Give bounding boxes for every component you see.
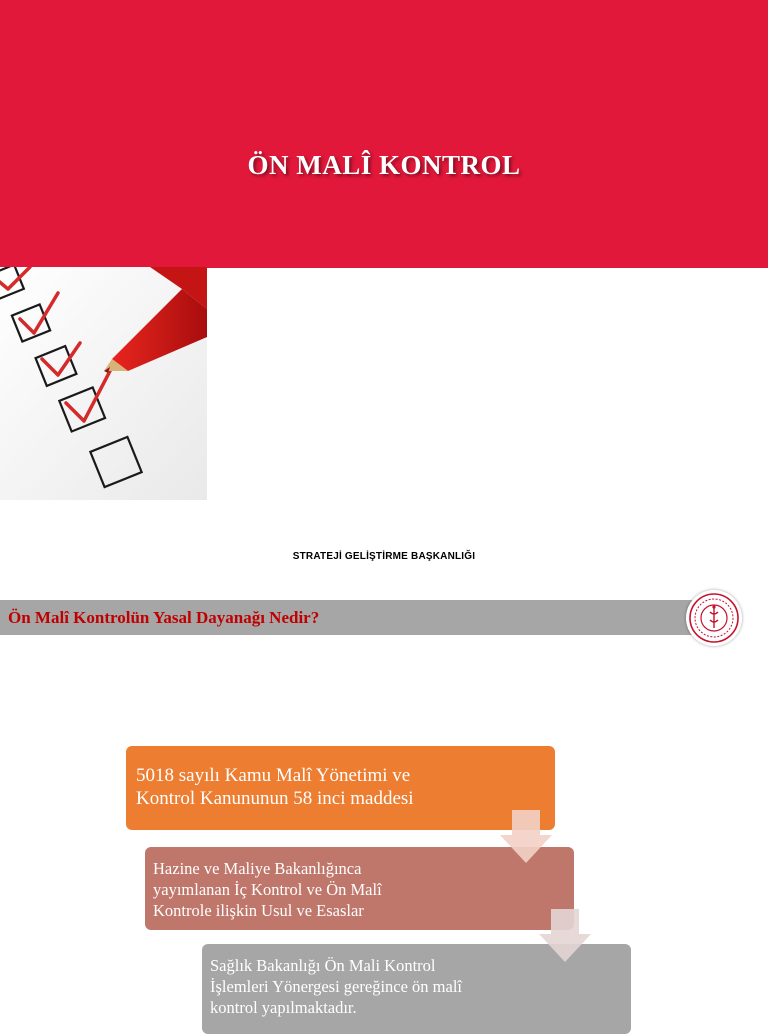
step-2-line-3: Kontrole ilişkin Usul ve Esaslar: [153, 901, 364, 920]
step-2-line-1: Hazine ve Maliye Bakanlığınca: [153, 859, 362, 878]
step-3-line-3: kontrol yapılmaktadır.: [210, 998, 357, 1017]
ministry-seal-icon: [686, 590, 742, 646]
title-banner: [0, 0, 768, 268]
step-1-line-1: 5018 sayılı Kamu Malî Yönetimi ve: [136, 765, 411, 786]
down-arrow-icon: [537, 908, 593, 964]
step-3-line-1: Sağlık Bakanlığı Ön Mali Kontrol: [210, 956, 436, 975]
question-heading: Ön Malî Kontrolün Yasal Dayanağı Nedir?: [8, 607, 320, 627]
question-bar: [0, 600, 700, 635]
step-3-line-2: İşlemleri Yönergesi gereğince ön malî: [210, 977, 462, 996]
step-1-line-2: Kontrol Kanununun 58 inci maddesi: [136, 788, 414, 809]
checklist-pencil-image: [0, 267, 207, 500]
down-arrow-icon: [498, 809, 554, 865]
step-2-line-2: yayımlanan İç Kontrol ve Ön Malî: [153, 880, 382, 899]
step-box-law: [126, 746, 555, 830]
department-name: STRATEJİ GELİŞTİRME BAŞKANLIĞI: [292, 551, 476, 562]
page-title: ÖN MALÎ KONTROL: [247, 149, 521, 180]
